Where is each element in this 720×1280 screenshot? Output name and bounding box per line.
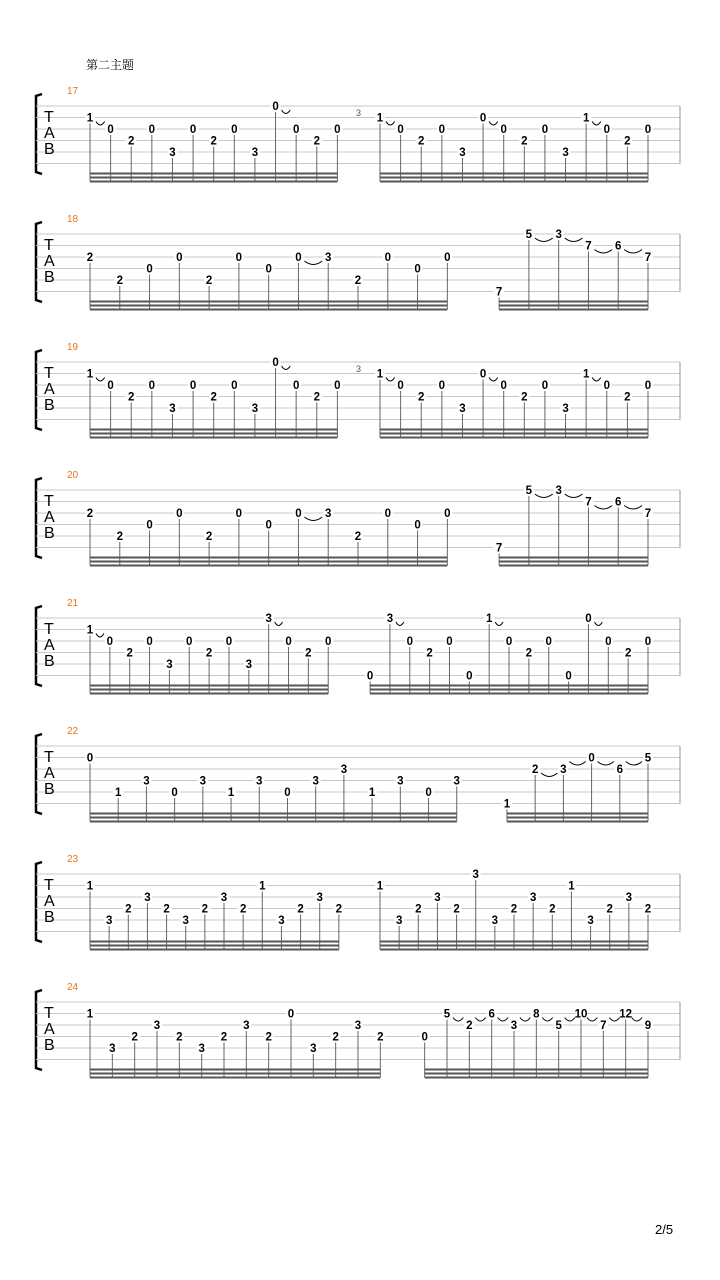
fret-number: 0 — [265, 519, 272, 532]
fret-number: 3 — [166, 659, 173, 671]
fret-number: 3 — [251, 403, 259, 415]
fret-number: 7 — [495, 286, 503, 299]
fret-number: 3 — [245, 659, 253, 671]
fret-number: 0 — [334, 380, 341, 392]
tab-staff — [0, 344, 720, 454]
tab-clef-b: B — [44, 1037, 55, 1054]
measure-number: 22 — [67, 726, 79, 737]
fret-number: 3 — [560, 764, 567, 776]
fret-number: 1 — [86, 1008, 94, 1021]
fret-number: 2 — [265, 1031, 272, 1044]
tab-clef-a: A — [44, 253, 55, 270]
fret-number: 1 — [582, 112, 590, 125]
fret-number: 0 — [148, 124, 156, 136]
fret-number: 0 — [146, 263, 153, 276]
tab-system-17 — [0, 88, 720, 198]
fret-number: 0 — [541, 380, 549, 392]
fret-number: 3 — [251, 147, 259, 159]
tab-clef-t: T — [44, 621, 54, 638]
fret-number: 2 — [606, 903, 613, 916]
fret-number: 3 — [198, 1043, 205, 1055]
tab-clef-t: T — [44, 749, 54, 766]
fret-number: 3 — [109, 1043, 116, 1055]
fret-number: 3 — [555, 485, 562, 497]
measure-number: 21 — [67, 598, 79, 609]
fret-number: 2 — [531, 764, 539, 776]
fret-number: 0 — [585, 613, 592, 625]
fret-number: 0 — [107, 124, 114, 136]
fret-number: 0 — [176, 252, 183, 264]
fret-number: 3 — [587, 915, 594, 927]
fret-number: 3 — [325, 508, 332, 520]
tie-arc — [624, 250, 642, 254]
tab-staff — [0, 856, 720, 966]
tab-clef-a: A — [44, 765, 55, 782]
fret-number: 3 — [325, 252, 332, 264]
fret-number: 3 — [316, 892, 323, 904]
fret-number: 1 — [115, 787, 122, 799]
fret-number: 3 — [562, 147, 569, 159]
fret-number: 0 — [384, 252, 391, 264]
fret-number: 2 — [549, 903, 556, 916]
tie-arc — [594, 506, 612, 510]
fret-number: 0 — [334, 124, 341, 136]
fret-number: 3 — [459, 147, 466, 159]
tie-arc — [489, 378, 498, 382]
fret-number: 3 — [265, 613, 272, 625]
fret-number: 3 — [397, 775, 404, 788]
fret-number: 6 — [488, 1008, 495, 1021]
tab-staff — [0, 728, 720, 838]
fret-number: 2 — [313, 135, 320, 148]
fret-number: 1 — [86, 880, 94, 893]
tab-clef-b: B — [44, 909, 55, 926]
fret-number: 0 — [146, 519, 153, 532]
tie-arc — [282, 366, 291, 370]
tie-arc — [609, 1018, 619, 1022]
fret-number: 2 — [128, 391, 135, 404]
fret-number: 0 — [225, 636, 233, 648]
fret-number: 1 — [368, 787, 376, 799]
fret-number: 3 — [453, 775, 460, 788]
fret-number: 0 — [541, 124, 549, 136]
tie-arc — [304, 517, 322, 521]
measure-number: 23 — [67, 854, 79, 865]
fret-number: 3 — [182, 915, 189, 927]
fret-number: 0 — [479, 112, 487, 125]
fret-number: 0 — [272, 357, 279, 369]
fret-number: 2 — [525, 647, 533, 660]
fret-number: 5 — [555, 1020, 562, 1032]
tie-arc — [587, 1018, 597, 1022]
fret-number: 0 — [500, 124, 507, 136]
fret-number: 0 — [466, 670, 473, 683]
fret-number: 0 — [272, 101, 279, 113]
tie-arc — [96, 634, 104, 638]
fret-number: 0 — [644, 636, 652, 648]
fret-number: 0 — [295, 252, 302, 264]
fret-number: 2 — [354, 275, 362, 287]
fret-number: 5 — [443, 1008, 451, 1021]
fret-number: 1 — [86, 624, 94, 637]
fret-number: 3 — [278, 915, 285, 927]
fret-number: 1 — [376, 880, 384, 893]
fret-number: 2 — [126, 647, 133, 660]
tie-arc — [626, 762, 642, 766]
tuplet-mark: 3 — [356, 108, 362, 118]
fret-number: 0 — [265, 263, 272, 276]
tab-clef-a: A — [44, 1021, 55, 1038]
tie-arc — [475, 1018, 485, 1022]
fret-number: 2 — [624, 391, 631, 404]
tie-arc — [632, 1018, 642, 1022]
tab-clef-b: B — [44, 525, 55, 542]
fret-number: 10 — [574, 1008, 588, 1021]
fret-number: 3 — [472, 869, 479, 881]
fret-number: 3 — [153, 1020, 161, 1032]
measure-number: 24 — [67, 982, 79, 993]
tab-system-18 — [0, 216, 720, 326]
fret-number: 3 — [386, 613, 394, 625]
tab-clef-a: A — [44, 637, 55, 654]
fret-number: 2 — [128, 135, 135, 148]
fret-number: 0 — [425, 787, 432, 799]
tie-arc — [565, 494, 583, 498]
fret-number: 0 — [176, 508, 183, 520]
fret-number: 1 — [376, 112, 384, 125]
fret-number: 3 — [256, 775, 263, 788]
fret-number: 2 — [205, 275, 213, 287]
fret-number: 0 — [189, 124, 197, 136]
fret-number: 0 — [414, 519, 421, 532]
fret-number: 9 — [644, 1020, 652, 1032]
tie-arc — [386, 378, 395, 382]
tab-clef-b: B — [44, 269, 55, 286]
tab-clef-b: B — [44, 397, 55, 414]
fret-number: 0 — [414, 263, 421, 276]
tie-arc — [498, 1018, 508, 1022]
tab-system-21 — [0, 600, 720, 710]
fret-number: 0 — [106, 636, 114, 648]
fret-number: 2 — [354, 531, 362, 543]
fret-number: 3 — [144, 892, 151, 904]
fret-number: 3 — [395, 915, 403, 927]
fret-number: 0 — [397, 380, 404, 392]
fret-number: 0 — [406, 636, 413, 648]
fret-number: 5 — [525, 485, 533, 497]
fret-number: 0 — [107, 380, 114, 392]
fret-number: 7 — [585, 496, 592, 509]
fret-number: 0 — [444, 252, 451, 264]
tie-arc — [592, 122, 601, 126]
fret-number: 0 — [285, 636, 292, 648]
fret-number: 3 — [510, 1020, 518, 1032]
fret-number: 0 — [603, 380, 610, 392]
tab-staff — [0, 88, 720, 198]
fret-number: 1 — [86, 368, 94, 381]
fret-number: 0 — [235, 252, 243, 264]
tab-staff — [0, 984, 720, 1094]
fret-number: 7 — [585, 240, 592, 253]
fret-number: 2 — [86, 252, 94, 264]
fret-number: 2 — [418, 391, 425, 404]
tab-clef-t: T — [44, 877, 54, 894]
tie-arc — [594, 622, 602, 626]
fret-number: 0 — [231, 380, 238, 392]
fret-number: 3 — [105, 915, 113, 927]
tie-arc — [282, 110, 291, 114]
fret-number: 0 — [171, 787, 178, 799]
fret-number: 2 — [377, 1031, 384, 1044]
fret-number: 1 — [86, 112, 94, 125]
fret-number: 7 — [644, 252, 652, 264]
fret-number: 2 — [332, 1031, 339, 1044]
fret-number: 3 — [169, 403, 176, 415]
fret-number: 3 — [529, 892, 537, 904]
fret-number: 2 — [305, 647, 312, 660]
tab-clef-a: A — [44, 381, 55, 398]
tab-clef-b: B — [44, 141, 55, 158]
fret-number: 2 — [210, 135, 217, 148]
fret-number: 3 — [310, 1043, 317, 1055]
fret-number: 2 — [220, 1031, 228, 1044]
fret-number: 2 — [297, 903, 304, 916]
fret-number: 2 — [466, 1020, 473, 1032]
fret-number: 3 — [434, 892, 441, 904]
fret-number: 0 — [444, 508, 451, 520]
fret-number: 3 — [312, 775, 319, 788]
fret-number: 3 — [340, 764, 348, 776]
tie-arc — [535, 494, 553, 498]
fret-number: 1 — [568, 880, 575, 893]
fret-number: 2 — [335, 903, 343, 916]
fret-number: 0 — [603, 124, 610, 136]
fret-number: 2 — [125, 903, 132, 916]
fret-number: 0 — [644, 380, 652, 392]
tab-clef-t: T — [44, 493, 54, 510]
fret-number: 0 — [438, 380, 446, 392]
fret-number: 7 — [644, 508, 652, 520]
measure-number: 20 — [67, 470, 79, 481]
fret-number: 0 — [189, 380, 197, 392]
fret-number: 2 — [415, 903, 422, 916]
tie-arc — [542, 1018, 552, 1022]
fret-number: 2 — [176, 1031, 183, 1044]
fret-number: 0 — [235, 508, 243, 520]
fret-number: 2 — [644, 903, 652, 916]
tab-staff — [0, 600, 720, 710]
tie-arc — [96, 122, 105, 126]
tab-system-20 — [0, 472, 720, 582]
fret-number: 2 — [163, 903, 170, 916]
fret-number: 3 — [243, 1020, 250, 1032]
page-number: 2/5 — [655, 1222, 674, 1237]
fret-number: 0 — [287, 1008, 295, 1021]
fret-number: 1 — [582, 368, 590, 381]
tab-system-19 — [0, 344, 720, 454]
fret-number: 0 — [545, 636, 552, 648]
tab-system-24 — [0, 984, 720, 1094]
tie-arc — [495, 622, 503, 626]
fret-number: 0 — [438, 124, 446, 136]
tie-arc — [453, 1018, 463, 1022]
fret-number: 3 — [169, 147, 176, 159]
fret-number: 3 — [220, 892, 228, 904]
fret-number: 3 — [143, 775, 150, 788]
tab-system-22 — [0, 728, 720, 838]
fret-number: 3 — [459, 403, 466, 415]
tie-arc — [569, 762, 585, 766]
fret-number: 0 — [292, 124, 300, 136]
tab-staff — [0, 216, 720, 326]
tie-arc — [624, 506, 642, 510]
fret-number: 2 — [116, 275, 123, 287]
fret-number: 5 — [525, 229, 533, 241]
tab-clef-t: T — [44, 1005, 54, 1022]
fret-number: 0 — [384, 508, 391, 520]
fret-number: 7 — [600, 1020, 607, 1032]
tie-arc — [489, 122, 498, 126]
fret-number: 0 — [186, 636, 193, 648]
tie-arc — [565, 1018, 575, 1022]
fret-number: 1 — [227, 787, 235, 799]
tie-arc — [386, 122, 395, 126]
fret-number: 2 — [205, 531, 213, 543]
fret-number: 1 — [503, 798, 511, 811]
fret-number: 2 — [624, 647, 632, 660]
tie-arc — [520, 1018, 530, 1022]
fret-number: 2 — [210, 391, 217, 404]
tab-clef-t: T — [44, 237, 54, 254]
fret-number: 3 — [354, 1020, 362, 1032]
fret-number: 0 — [605, 636, 612, 648]
fret-number: 0 — [86, 752, 94, 765]
fret-number: 2 — [205, 647, 213, 660]
tie-arc — [565, 238, 583, 242]
tab-staff — [0, 472, 720, 582]
fret-number: 2 — [239, 903, 247, 916]
tuplet-mark: 3 — [356, 364, 362, 374]
fret-number: 0 — [500, 380, 507, 392]
fret-number: 3 — [555, 229, 562, 241]
tab-clef-t: T — [44, 109, 54, 126]
fret-number: 2 — [201, 903, 209, 916]
tab-clef-a: A — [44, 893, 55, 910]
fret-number: 2 — [86, 508, 94, 520]
tie-arc — [275, 622, 283, 626]
fret-number: 0 — [479, 368, 487, 381]
tie-arc — [592, 378, 601, 382]
fret-number: 6 — [615, 240, 622, 253]
fret-number: 2 — [131, 1031, 138, 1044]
fret-number: 2 — [418, 135, 425, 148]
tie-arc — [541, 773, 557, 777]
fret-number: 0 — [231, 124, 238, 136]
tie-arc — [594, 250, 612, 254]
tie-arc — [96, 378, 105, 382]
fret-number: 0 — [421, 1031, 428, 1044]
fret-number: 0 — [366, 670, 374, 683]
fret-number: 0 — [446, 636, 453, 648]
fret-number: 0 — [505, 636, 513, 648]
fret-number: 5 — [644, 752, 652, 765]
fret-number: 6 — [616, 764, 623, 776]
fret-number: 0 — [148, 380, 156, 392]
tab-system-23 — [0, 856, 720, 966]
tab-clef-b: B — [44, 781, 55, 798]
fret-number: 2 — [313, 391, 320, 404]
fret-number: 0 — [644, 124, 652, 136]
fret-number: 3 — [562, 403, 569, 415]
section-title: 第二主题 — [86, 58, 135, 72]
fret-number: 2 — [624, 135, 631, 148]
tab-clef-b: B — [44, 653, 55, 670]
fret-number: 0 — [325, 636, 332, 648]
tab-clef-a: A — [44, 125, 55, 142]
fret-number: 3 — [199, 775, 207, 788]
fret-number: 1 — [376, 368, 384, 381]
fret-number: 0 — [588, 752, 595, 765]
fret-number: 6 — [615, 496, 622, 509]
tie-arc — [396, 622, 404, 626]
fret-number: 1 — [259, 880, 266, 893]
fret-number: 0 — [397, 124, 404, 136]
fret-number: 0 — [146, 636, 153, 648]
measure-number: 19 — [67, 342, 79, 353]
tab-clef-t: T — [44, 365, 54, 382]
fret-number: 0 — [565, 670, 572, 683]
fret-number: 2 — [521, 135, 528, 148]
measure-number: 18 — [67, 214, 79, 225]
fret-number: 12 — [619, 1008, 633, 1021]
tie-arc — [598, 762, 614, 766]
tab-clef-a: A — [44, 509, 55, 526]
fret-number: 3 — [625, 892, 633, 904]
measure-number: 17 — [67, 86, 79, 97]
fret-number: 2 — [453, 903, 460, 916]
fret-number: 0 — [295, 508, 302, 520]
fret-number: 2 — [521, 391, 528, 404]
fret-number: 8 — [533, 1008, 540, 1021]
fret-number: 1 — [485, 613, 493, 625]
fret-number: 3 — [491, 915, 499, 927]
fret-number: 2 — [426, 647, 433, 660]
fret-number: 2 — [116, 531, 123, 543]
fret-number: 7 — [495, 542, 503, 555]
fret-number: 0 — [284, 787, 291, 799]
fret-number: 2 — [510, 903, 518, 916]
fret-number: 0 — [292, 380, 300, 392]
tie-arc — [304, 261, 322, 265]
tie-arc — [535, 238, 553, 242]
